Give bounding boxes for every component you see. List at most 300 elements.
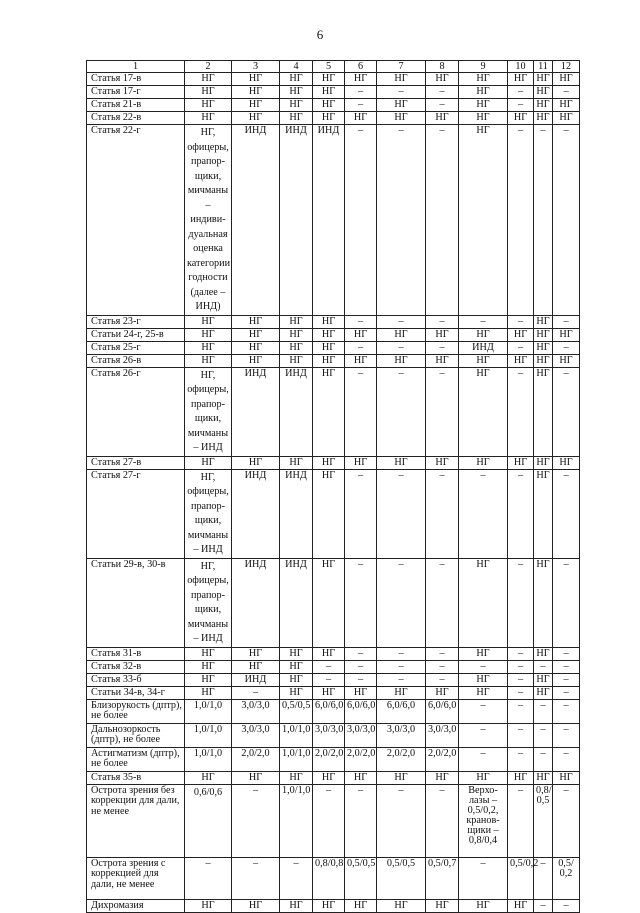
- table-cell: 3,0/3,0: [232, 699, 280, 723]
- table-row: [87, 899, 580, 912]
- table-cell: 3,0/3,0: [345, 723, 377, 747]
- table-cell: НГ: [553, 73, 580, 86]
- table-cell: –: [553, 660, 580, 673]
- table-cell: НГ: [459, 125, 508, 316]
- table-cell: НГ: [232, 99, 280, 112]
- table-row: [87, 647, 580, 660]
- table-cell: НГ: [534, 469, 553, 558]
- table-cell: –: [553, 686, 580, 699]
- table-cell: НГ: [185, 99, 232, 112]
- table-cell: –: [508, 125, 534, 316]
- table-cell: 1,0/1,0: [185, 699, 232, 723]
- table-cell: НГ: [185, 456, 232, 469]
- table-cell: –: [553, 747, 580, 771]
- table-cell: НГ: [232, 660, 280, 673]
- table-cell: –: [553, 899, 580, 912]
- table-cell: 1,0/1,0: [185, 723, 232, 747]
- table-cell: НГ: [426, 899, 459, 912]
- table-cell: 6,0/6,0: [426, 699, 459, 723]
- table-cell: НГ: [185, 86, 232, 99]
- table-cell: –: [553, 558, 580, 647]
- table-cell: НГ: [534, 673, 553, 686]
- table-cell: –: [553, 784, 580, 857]
- table-cell: –: [553, 125, 580, 316]
- table-cell: НГ: [185, 328, 232, 341]
- table-row: [87, 73, 580, 86]
- table-row: [87, 673, 580, 686]
- table-cell: НГ: [280, 341, 313, 354]
- table-cell: НГ: [534, 112, 553, 125]
- table-row: [87, 328, 580, 341]
- table-row: [87, 86, 580, 99]
- table-cell: –: [534, 747, 553, 771]
- table-cell: 1,0/1,0: [280, 723, 313, 747]
- table-cell: НГ: [280, 456, 313, 469]
- table-cell: НГ: [232, 73, 280, 86]
- table-cell: НГ: [232, 354, 280, 367]
- table-cell: НГ: [313, 771, 345, 784]
- table-cell: НГ: [377, 354, 426, 367]
- table-cell: –: [553, 367, 580, 456]
- table-cell: ИНД: [280, 367, 313, 456]
- table-cell: –: [377, 784, 426, 857]
- table-cell: НГ: [185, 112, 232, 125]
- table-cell: –: [426, 660, 459, 673]
- table-cell: –: [508, 558, 534, 647]
- table-row: [87, 686, 580, 699]
- column-header: 12: [553, 61, 580, 73]
- table-cell: 1,0/1,0: [280, 747, 313, 771]
- table-cell: –: [377, 647, 426, 660]
- table-cell: НГ: [534, 315, 553, 328]
- table-cell: НГ: [185, 673, 232, 686]
- table-cell: –: [377, 315, 426, 328]
- row-label: Статья 17-в: [87, 73, 185, 86]
- table-cell: ИНД: [280, 558, 313, 647]
- table-cell: ИНД: [280, 469, 313, 558]
- table-cell: –: [534, 723, 553, 747]
- row-label: Статья 22-г: [87, 125, 185, 316]
- row-label: Статья 27-г: [87, 469, 185, 558]
- table-cell: НГ: [459, 112, 508, 125]
- row-label: Острота зрения с коррекцией для дали, не менее: [87, 857, 185, 899]
- row-label: Статьи 34-в, 34-г: [87, 686, 185, 699]
- table-cell: –: [377, 86, 426, 99]
- table-cell: НГ: [280, 86, 313, 99]
- table-cell: –: [508, 86, 534, 99]
- table-cell: –: [553, 673, 580, 686]
- table-cell: –: [345, 86, 377, 99]
- row-label: Статьи 29-в, 30-в: [87, 558, 185, 647]
- column-header: 2: [185, 61, 232, 73]
- fitness-category-table: [86, 60, 580, 913]
- table-cell: –: [534, 125, 553, 316]
- table-row: [87, 456, 580, 469]
- row-label: Статья 25-г: [87, 341, 185, 354]
- table-cell: НГ: [280, 660, 313, 673]
- table-cell: НГ: [232, 328, 280, 341]
- table-cell: НГ: [508, 456, 534, 469]
- table-cell: НГ: [534, 647, 553, 660]
- table-cell: НГ: [232, 86, 280, 99]
- table-cell: –: [534, 857, 553, 899]
- table-cell: 3,0/3,0: [313, 723, 345, 747]
- table-cell: НГ: [313, 86, 345, 99]
- table-row: [87, 367, 580, 456]
- table-cell: –: [345, 647, 377, 660]
- table-cell: НГ: [232, 771, 280, 784]
- table-cell: НГ: [345, 456, 377, 469]
- table-row: [87, 558, 580, 647]
- table-cell: НГ: [313, 647, 345, 660]
- table-cell: НГ: [280, 99, 313, 112]
- row-label: Статья 27-в: [87, 456, 185, 469]
- table-cell: НГ: [345, 899, 377, 912]
- table-cell: НГ: [508, 328, 534, 341]
- column-header: 9: [459, 61, 508, 73]
- table-cell: НГ: [280, 112, 313, 125]
- table-cell: НГ: [459, 558, 508, 647]
- table-row: [87, 723, 580, 747]
- table-cell: НГ: [459, 354, 508, 367]
- table-cell: НГ: [313, 686, 345, 699]
- table-cell: НГ: [185, 899, 232, 912]
- table-cell: –: [508, 699, 534, 723]
- table-cell: –: [508, 723, 534, 747]
- table-cell: НГ: [426, 73, 459, 86]
- table-cell: НГ: [459, 899, 508, 912]
- table-cell: 0,6/0,6: [185, 784, 232, 857]
- table-cell: НГ: [553, 456, 580, 469]
- table-cell: НГ: [345, 771, 377, 784]
- table-row: [87, 699, 580, 723]
- table-row: [87, 857, 580, 899]
- table-cell: ИНД: [232, 367, 280, 456]
- table-cell: НГ: [426, 686, 459, 699]
- table-cell: НГ: [280, 686, 313, 699]
- table-cell: НГ: [534, 367, 553, 456]
- table-cell: НГ: [534, 341, 553, 354]
- table-cell: НГ: [534, 86, 553, 99]
- table-cell: НГ, офицеры, прапор-щики, мичманы – ИНД: [185, 469, 232, 558]
- table-cell: НГ: [313, 99, 345, 112]
- table-cell: 3,0/3,0: [232, 723, 280, 747]
- row-label: Статья 17-г: [87, 86, 185, 99]
- table-cell: ИНД: [313, 125, 345, 316]
- table-cell: –: [459, 699, 508, 723]
- table-cell: НГ, офицеры, прапор-щики, мичманы – индиви-дуальная оценка категории годности (далее – ИНД): [185, 125, 232, 316]
- table-cell: –: [345, 315, 377, 328]
- table-cell: НГ: [185, 771, 232, 784]
- table-cell: –: [508, 686, 534, 699]
- table-cell: НГ: [508, 899, 534, 912]
- table-cell: НГ: [377, 686, 426, 699]
- table-cell: ИНД: [459, 341, 508, 354]
- table-cell: НГ: [459, 86, 508, 99]
- table-cell: –: [553, 315, 580, 328]
- table-cell: НГ: [185, 315, 232, 328]
- table-cell: НГ: [534, 99, 553, 112]
- table-cell: –: [377, 341, 426, 354]
- column-header: 10: [508, 61, 534, 73]
- table-cell: НГ: [459, 367, 508, 456]
- table-cell: НГ: [459, 99, 508, 112]
- table-cell: НГ: [508, 771, 534, 784]
- row-label: Статья 21-в: [87, 99, 185, 112]
- table-cell: НГ: [534, 73, 553, 86]
- table-cell: НГ: [553, 771, 580, 784]
- table-cell: НГ: [313, 456, 345, 469]
- table-cell: НГ: [313, 354, 345, 367]
- table-cell: –: [426, 673, 459, 686]
- table-cell: НГ: [534, 456, 553, 469]
- table-cell: –: [232, 784, 280, 857]
- table-row: [87, 660, 580, 673]
- table-cell: –: [459, 660, 508, 673]
- table-cell: –: [534, 899, 553, 912]
- column-header: 5: [313, 61, 345, 73]
- table-cell: 3,0/3,0: [377, 723, 426, 747]
- table-cell: 0,5/ 0,2: [553, 857, 580, 899]
- table-row: [87, 315, 580, 328]
- table-cell: НГ: [345, 686, 377, 699]
- table-cell: –: [345, 673, 377, 686]
- table-cell: –: [553, 647, 580, 660]
- table-cell: НГ: [459, 686, 508, 699]
- table-cell: 0,5/0,5: [280, 699, 313, 723]
- table-cell: НГ: [280, 73, 313, 86]
- table-cell: –: [345, 469, 377, 558]
- table-cell: –: [313, 660, 345, 673]
- row-label: Дальнозоркость (дптр), не более: [87, 723, 185, 747]
- row-label: Статья 32-в: [87, 660, 185, 673]
- table-cell: НГ: [534, 354, 553, 367]
- table-cell: –: [232, 857, 280, 899]
- table-cell: –: [345, 125, 377, 316]
- table-row: [87, 784, 580, 857]
- table-cell: –: [345, 784, 377, 857]
- row-label: Статья 31-в: [87, 647, 185, 660]
- table-cell: НГ: [313, 899, 345, 912]
- table-row: [87, 354, 580, 367]
- table-cell: –: [459, 723, 508, 747]
- table-cell: НГ: [426, 771, 459, 784]
- table-cell: –: [185, 857, 232, 899]
- table-cell: НГ: [280, 354, 313, 367]
- table-cell: –: [377, 367, 426, 456]
- table-cell: НГ: [508, 73, 534, 86]
- table-cell: –: [508, 647, 534, 660]
- table-cell: НГ: [313, 469, 345, 558]
- table-cell: НГ: [508, 354, 534, 367]
- table-cell: –: [426, 86, 459, 99]
- table-cell: НГ: [313, 328, 345, 341]
- column-header: 7: [377, 61, 426, 73]
- table-cell: –: [377, 125, 426, 316]
- table-cell: –: [426, 341, 459, 354]
- table-cell: НГ: [313, 341, 345, 354]
- table-cell: –: [553, 86, 580, 99]
- table-cell: НГ: [377, 328, 426, 341]
- table-row: [87, 112, 580, 125]
- table-cell: –: [459, 469, 508, 558]
- table-cell: –: [508, 367, 534, 456]
- table-cell: НГ: [313, 558, 345, 647]
- table-cell: 2,0/2,0: [426, 747, 459, 771]
- table-cell: НГ: [313, 112, 345, 125]
- table-cell: –: [426, 558, 459, 647]
- table-cell: –: [426, 125, 459, 316]
- table-cell: НГ: [534, 558, 553, 647]
- table-cell: НГ: [553, 354, 580, 367]
- table-cell: НГ: [534, 686, 553, 699]
- table-cell: НГ: [426, 456, 459, 469]
- table-cell: НГ: [377, 112, 426, 125]
- table-cell: НГ: [459, 73, 508, 86]
- table-cell: НГ, офицеры, прапор-щики, мичманы – ИНД: [185, 367, 232, 456]
- table-cell: –: [534, 660, 553, 673]
- table-cell: –: [345, 367, 377, 456]
- table-cell: –: [313, 784, 345, 857]
- page-number: 6: [316, 27, 324, 42]
- row-label: Статьи 24-г, 25-в: [87, 328, 185, 341]
- table-cell: –: [426, 784, 459, 857]
- table-cell: НГ: [553, 112, 580, 125]
- table-cell: НГ: [280, 315, 313, 328]
- table-cell: НГ: [232, 899, 280, 912]
- table-cell: НГ: [232, 647, 280, 660]
- table-header-row: [87, 61, 580, 73]
- table-cell: –: [345, 558, 377, 647]
- table-cell: НГ: [345, 354, 377, 367]
- table-cell: –: [377, 469, 426, 558]
- table-cell: 2,0/2,0: [377, 747, 426, 771]
- table-cell: НГ: [377, 99, 426, 112]
- table-cell: –: [508, 99, 534, 112]
- table-cell: 0,5/0,7: [426, 857, 459, 899]
- table-cell: НГ: [345, 112, 377, 125]
- table-cell: ИНД: [280, 125, 313, 316]
- row-label: Дихромазия: [87, 899, 185, 912]
- table-cell: –: [508, 341, 534, 354]
- table-cell: 1,0/1,0: [280, 784, 313, 857]
- table-cell: 0,5/0,2: [508, 857, 534, 899]
- row-label: Статья 23-г: [87, 315, 185, 328]
- table-cell: НГ: [185, 647, 232, 660]
- table-cell: –: [534, 699, 553, 723]
- table-row: [87, 747, 580, 771]
- row-label: Астигматизм (дптр), не более: [87, 747, 185, 771]
- table-cell: НГ: [313, 315, 345, 328]
- row-label: Статья 26-г: [87, 367, 185, 456]
- table-cell: –: [508, 660, 534, 673]
- table-cell: –: [508, 747, 534, 771]
- table-cell: –: [553, 723, 580, 747]
- table-cell: НГ: [426, 112, 459, 125]
- table-cell: НГ: [185, 341, 232, 354]
- table-cell: НГ: [232, 315, 280, 328]
- column-header: 11: [534, 61, 553, 73]
- table-row: [87, 341, 580, 354]
- table-cell: НГ: [232, 112, 280, 125]
- column-header: 3: [232, 61, 280, 73]
- column-header: 8: [426, 61, 459, 73]
- table-cell: НГ: [280, 771, 313, 784]
- column-header: 4: [280, 61, 313, 73]
- row-label: Статья 35-в: [87, 771, 185, 784]
- table-cell: НГ: [345, 73, 377, 86]
- row-label: Статья 22-в: [87, 112, 185, 125]
- table-cell: НГ: [185, 73, 232, 86]
- table-cell: 0,8/0,8: [313, 857, 345, 899]
- table-cell: Верхо-лазы – 0,5/0,2, кранов-щики – 0,8/0,4: [459, 784, 508, 857]
- table-cell: –: [553, 341, 580, 354]
- table-cell: 1,0/1,0: [185, 747, 232, 771]
- table-cell: ИНД: [232, 673, 280, 686]
- table-cell: НГ: [185, 354, 232, 367]
- table-cell: –: [426, 99, 459, 112]
- table-cell: НГ: [508, 112, 534, 125]
- row-label: Острота зрения без коррекции для дали, не менее: [87, 784, 185, 857]
- table-cell: НГ: [280, 899, 313, 912]
- table-cell: НГ: [313, 367, 345, 456]
- table-cell: –: [459, 857, 508, 899]
- table-cell: 6,0/6,0: [345, 699, 377, 723]
- table-cell: –: [508, 673, 534, 686]
- table-cell: НГ: [459, 647, 508, 660]
- table-row: [87, 771, 580, 784]
- table-cell: 0,5/0,5: [345, 857, 377, 899]
- table-cell: –: [345, 99, 377, 112]
- table-cell: –: [232, 686, 280, 699]
- table-cell: –: [345, 341, 377, 354]
- table-cell: НГ: [553, 328, 580, 341]
- table-cell: –: [426, 367, 459, 456]
- table-cell: ИНД: [232, 125, 280, 316]
- table-cell: НГ: [377, 456, 426, 469]
- table-cell: 0,5/0,5: [377, 857, 426, 899]
- table-cell: НГ: [232, 456, 280, 469]
- table-cell: –: [313, 673, 345, 686]
- table-cell: –: [377, 558, 426, 647]
- table-row: [87, 125, 580, 316]
- table-cell: НГ: [185, 660, 232, 673]
- table-row: [87, 469, 580, 558]
- table-cell: –: [280, 857, 313, 899]
- table-cell: –: [426, 469, 459, 558]
- table-cell: НГ: [426, 328, 459, 341]
- table-cell: НГ: [280, 673, 313, 686]
- table-cell: НГ: [459, 771, 508, 784]
- row-label: Статья 33-б: [87, 673, 185, 686]
- table-cell: НГ: [459, 328, 508, 341]
- table-cell: 2,0/2,0: [232, 747, 280, 771]
- table-cell: НГ: [426, 354, 459, 367]
- table-cell: –: [345, 660, 377, 673]
- table-cell: 2,0/2,0: [313, 747, 345, 771]
- table-cell: НГ: [459, 673, 508, 686]
- table-cell: –: [459, 315, 508, 328]
- table-cell: –: [377, 673, 426, 686]
- table-cell: 2,0/2,0: [345, 747, 377, 771]
- row-label: Близорукость (дптр), не более: [87, 699, 185, 723]
- table-cell: –: [508, 469, 534, 558]
- table-cell: НГ: [459, 456, 508, 469]
- table-cell: НГ: [534, 328, 553, 341]
- table-cell: НГ: [534, 771, 553, 784]
- table-cell: ИНД: [232, 469, 280, 558]
- table-cell: –: [426, 647, 459, 660]
